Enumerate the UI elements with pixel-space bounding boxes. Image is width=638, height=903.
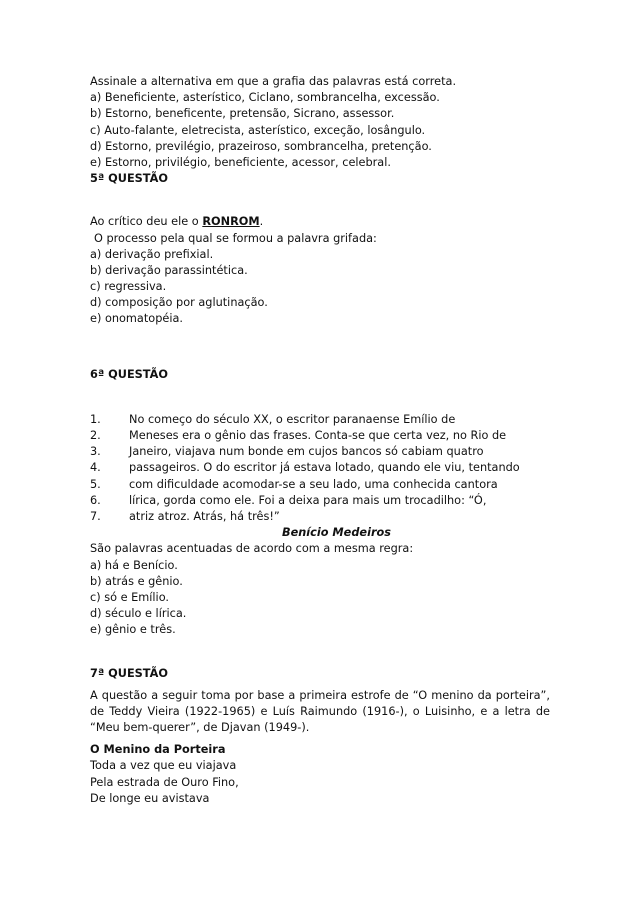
q6-line-number: 4. — [90, 461, 101, 475]
q7-poem-line-3: De longe eu avistava — [90, 791, 210, 805]
q6-line-text: passageiros. O do escritor já estava lotado, quando ele viu, tentando — [129, 461, 520, 475]
q5-prompt: O processo pela qual se formou a palavra grifada: — [94, 231, 377, 245]
q5-option-b: b) derivação parassintética. — [90, 263, 248, 277]
q7-title: 7ª QUESTÃO — [90, 667, 168, 681]
q6-text-line-5 — [90, 477, 550, 493]
q5-option-a: a) derivação prefixial. — [90, 247, 214, 261]
q5-option-e: e) onomatopéia. — [90, 312, 183, 326]
q5-sentence-before: Ao crítico deu ele o — [90, 215, 203, 229]
q4-option-e: e) Estorno, privilégio, beneficiente, acessor, celebral. — [90, 155, 391, 169]
q6-author: Benício Medeiros — [281, 526, 391, 540]
q6-option-b: b) atrás e gênio. — [90, 574, 183, 588]
q6-line-text: lírica, gorda como ele. Foi a deixa para mais um trocadilho: “Ó, — [129, 493, 487, 507]
q5-sentence-after: . — [259, 215, 264, 229]
q5-title: 5ª QUESTÃO — [90, 172, 168, 186]
q5-option-d: d) composição por aglutinação. — [90, 296, 268, 310]
q6-title: 6ª QUESTÃO — [90, 367, 168, 381]
q6-line-text: com dificuldade acomodar-se a seu lado, uma conhecida cantora — [129, 477, 498, 491]
q4-option-d: d) Estorno, previlégio, prazeiroso, sombrancelha, pretenção. — [90, 139, 432, 153]
q6-line-number: 6. — [90, 493, 101, 507]
q6-line-text: Janeiro, viajava num bonde em cujos bancos só cabiam quatro — [129, 445, 484, 459]
document-page — [90, 74, 550, 807]
q6-line-text: atriz atroz. Atrás, há três!” — [129, 509, 280, 523]
q6-line-number: 7. — [90, 509, 101, 523]
q6-text-line-1 — [90, 412, 550, 428]
q6-option-c: c) só e Emílio. — [90, 590, 170, 604]
q7-poem-line-2: Pela estrada de Ouro Fino, — [90, 775, 239, 789]
q6-line-number: 2. — [90, 429, 101, 442]
q6-text-line-3 — [90, 444, 550, 460]
q6-prompt: São palavras acentuadas de acordo com a mesma regra: — [90, 542, 414, 556]
q6-option-e: e) gênio e três. — [90, 623, 176, 637]
q4-intro: Assinale a alternativa em que a grafia das palavras está correta. — [90, 75, 457, 88]
q6-option-a: a) há e Benício. — [90, 558, 178, 572]
q4-option-c: c) Auto-falante, eletrecista, asterístico, exceção, losângulo. — [90, 123, 426, 137]
q6-line-number: 5. — [90, 477, 101, 491]
q6-text-line-2 — [90, 428, 550, 444]
q6-line-number: 3. — [90, 445, 101, 459]
q4-option-a: a) Beneficiente, asterístico, Ciclano, sombrancelha, excessão. — [90, 91, 440, 105]
q6-line-text: Meneses era o gênio das frases. Conta-se que certa vez, no Rio de — [129, 429, 507, 442]
q5-sentence — [90, 214, 550, 230]
q6-option-d: d) século e lírica. — [90, 607, 187, 621]
q7-intro: A questão a seguir toma por base a primeira estrofe de “O menino da porteira”, de Teddy Vieira (1922-1965) e Luís Raimundo (1916-), o Luisinho, e a letra de “Meu bem-querer”, de Djavan (1949-). — [90, 688, 550, 735]
q7-poem-line-1: Toda a vez que eu viajava — [90, 759, 237, 773]
q6-line-number: 1. — [90, 412, 101, 426]
q5-highlight-word: RONROM — [202, 215, 260, 229]
q6-text-line-7 — [90, 509, 550, 525]
q6-line-text: No começo do século XX, o escritor paranaense Emílio de — [129, 412, 456, 426]
q5-option-c: c) regressiva. — [90, 280, 167, 294]
q6-text-line-4 — [90, 460, 550, 476]
q6-text-line-6 — [90, 493, 550, 509]
q4-option-b: b) Estorno, beneficente, pretensão, Sicrano, assessor. — [90, 107, 395, 121]
q7-poem-title: O Menino da Porteira — [90, 743, 226, 757]
